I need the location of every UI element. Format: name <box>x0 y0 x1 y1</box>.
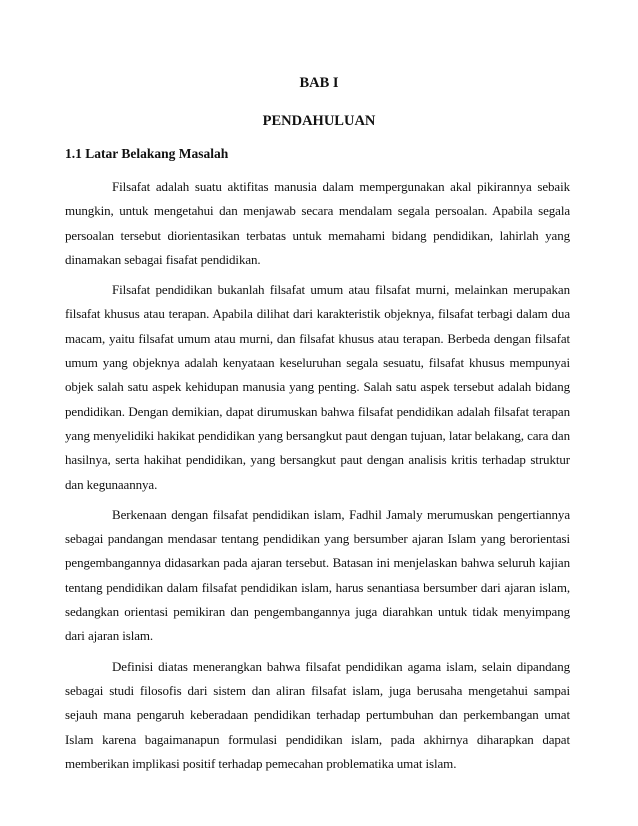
paragraph: Berkenaan dengan filsafat pendidikan islam, Fadhil Jamaly merumuskan pengertiannya sebagai pandangan mendasar tentang pendidikan yang bersumber ajaran Islam yang berorientasi pengembangannya didasarkan pada ajaran tersebut. Batasan ini menjelaskan bahwa seluruh kajian tentang pendidikan dalam filsafat pendidikan islam, harus senantiasa bersumber dari ajaran islam, sedangkan orientasi pemikiran dan pengembangannya juga diarahkan untuk tidak menyimpang dari ajaran islam. <box>65 506 570 644</box>
chapter-number: BAB I <box>299 75 339 91</box>
body-text <box>65 175 570 782</box>
paragraph: Filsafat pendidikan bukanlah filsafat umum atau filsafat murni, melainkan merupakan filsafat khusus atau terapan. Apabila dilihat dari karakteristik objeknya, filsafat terbagi dalam dua macam, yaitu filsafat umum atau murni, dan filsafat khusus atau terapan. Berbeda dengan filsafat umum yang objeknya adalah kenyataan keseluruhan segala sesuatu, filsafat khusus mempunyai objek salah satu aspek kehidupan manusia yang penting. Salah satu aspek tersebut adalah bidang pendidikan. Dengan demikian, dapat dirumuskan bahwa filsafat pendidikan adalah filsafat terapan yang menyelidiki hakikat pendidikan yang bersangkut paut dengan tujuan, latar belakang, cara dan hasilnya, serta hakihat pendidikan, yang bersangkut paut dengan analisis kritis terhadap struktur dan kegunaannya. <box>65 282 570 492</box>
chapter-title: PENDAHULUAN <box>262 113 376 129</box>
paragraph: Definisi diatas menerangkan bahwa filsafat pendidikan agama islam, selain dipandang sebagai studi filosofis dari sistem dan aliran filsafat islam, juga berusaha mengetahui sampai sejauh mana pengaruh keberadaan pendidikan terhadap pertumbuhan dan perkembangan umat Islam karena bagaimanapun formulasi pendidikan islam, pada akhirnya diharapkan dapat memberikan implikasi positif terhadap pemecahan problematika umat islam. <box>65 658 570 771</box>
paragraph: Filsafat adalah suatu aktifitas manusia dalam mempergunakan akal pikirannya sebaik mungkin, untuk mengetahui dan menjawab secara mendalam segala persoalan. Apabila segala persoalan tersebut diorientasikan terbatas untuk memahami bidang pendidikan, lahirlah yang dinamakan sebagai fisafat pendidikan. <box>65 179 570 267</box>
section-heading: 1.1 Latar Belakang Masalah <box>65 146 229 161</box>
